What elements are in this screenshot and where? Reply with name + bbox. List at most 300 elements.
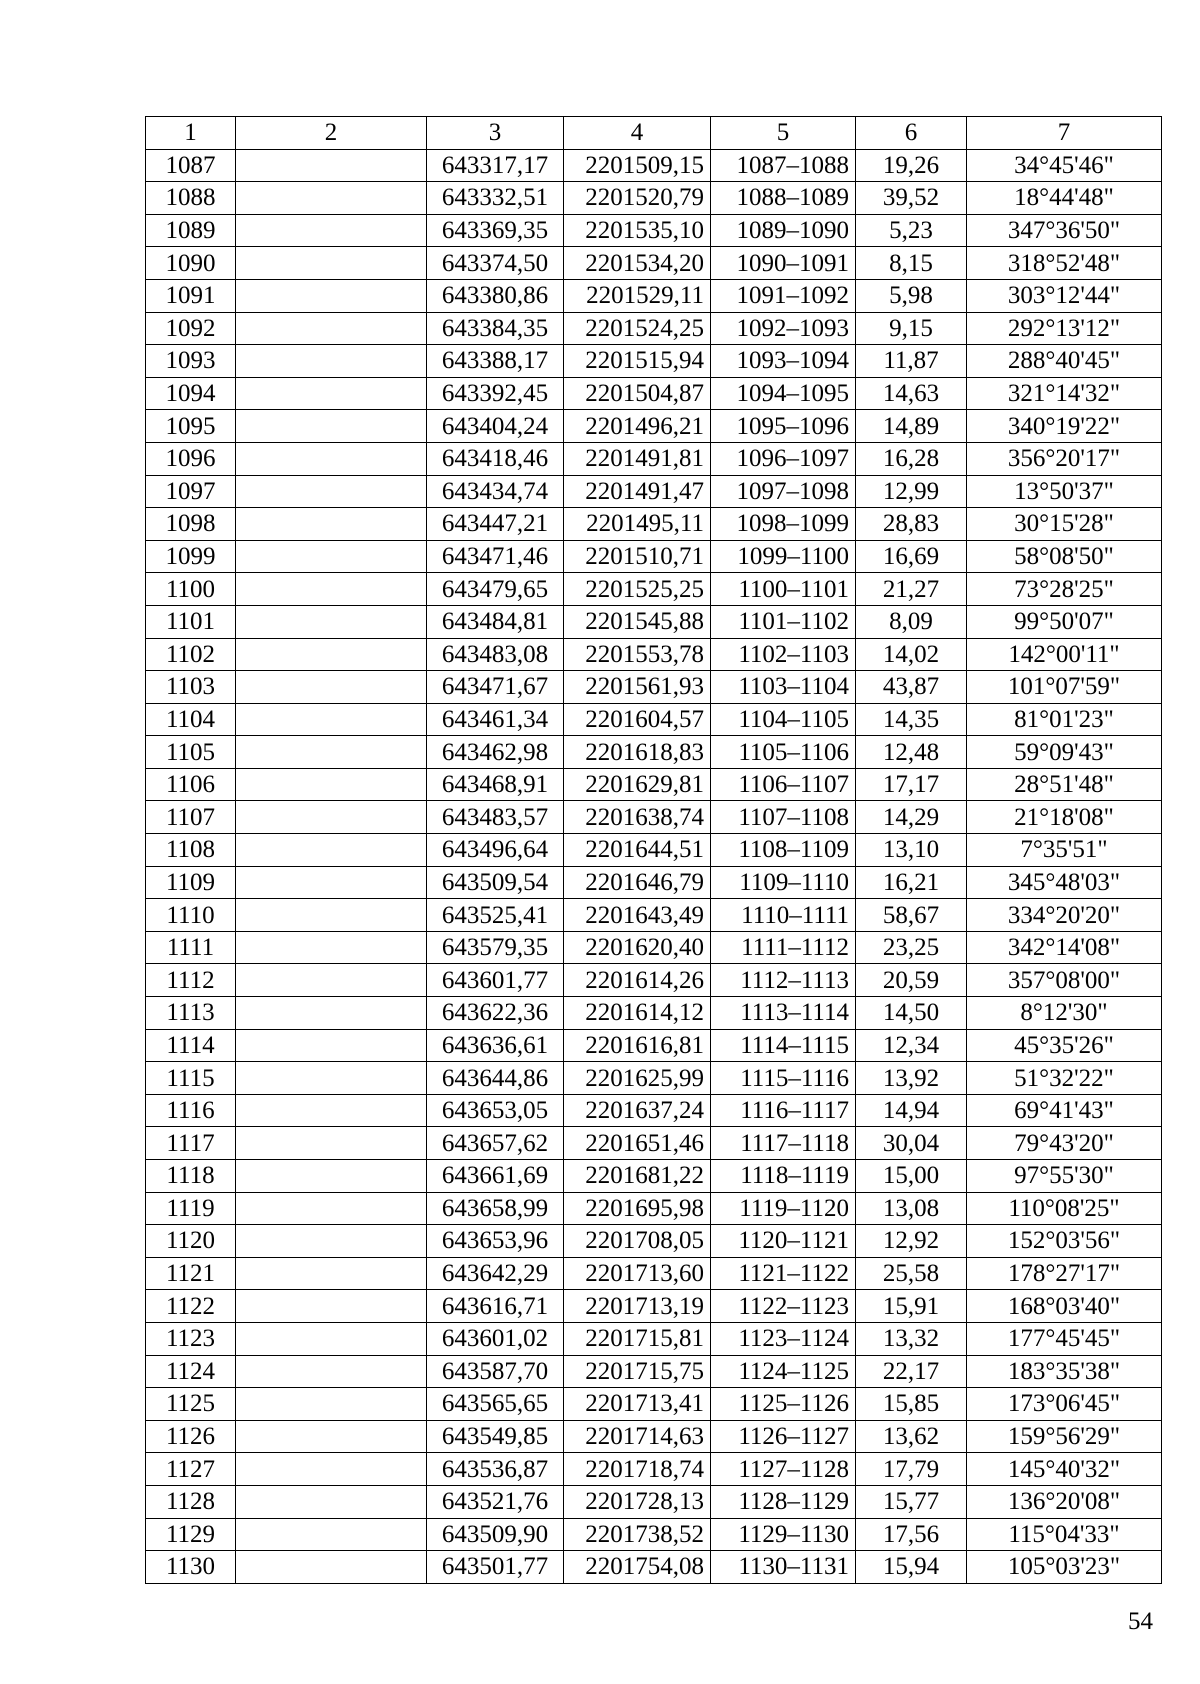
- bearing: 347°36'50": [967, 214, 1162, 247]
- point-number: 1111: [146, 931, 236, 964]
- point-number: 1094: [146, 377, 236, 410]
- bearing: 8°12'30": [967, 997, 1162, 1030]
- length: 13,32: [856, 1322, 967, 1355]
- segment: 1124–1125: [711, 1355, 856, 1388]
- length: 25,58: [856, 1257, 967, 1290]
- y-coordinate: 2201553,78: [564, 638, 711, 671]
- bearing: 145°40'32": [967, 1453, 1162, 1486]
- length: 17,17: [856, 768, 967, 801]
- column-2-cell: [236, 866, 427, 899]
- point-number: 1127: [146, 1453, 236, 1486]
- segment: 1097–1098: [711, 475, 856, 508]
- point-number: 1103: [146, 671, 236, 704]
- length: 8,09: [856, 605, 967, 638]
- table-row: [146, 1160, 1162, 1193]
- table-row: [146, 345, 1162, 378]
- x-coordinate: 643653,05: [427, 1094, 564, 1127]
- table-row: [146, 475, 1162, 508]
- segment: 1094–1095: [711, 377, 856, 410]
- bearing: 342°14'08": [967, 931, 1162, 964]
- column-header-2: 2: [236, 117, 427, 150]
- length: 12,34: [856, 1029, 967, 1062]
- point-number: 1108: [146, 834, 236, 867]
- length: 13,08: [856, 1192, 967, 1225]
- segment: 1114–1115: [711, 1029, 856, 1062]
- x-coordinate: 643369,35: [427, 214, 564, 247]
- table-row: [146, 801, 1162, 834]
- bearing: 159°56'29": [967, 1420, 1162, 1453]
- y-coordinate: 2201646,79: [564, 866, 711, 899]
- x-coordinate: 643616,71: [427, 1290, 564, 1323]
- point-number: 1100: [146, 573, 236, 606]
- column-2-cell: [236, 801, 427, 834]
- column-2-cell: [236, 312, 427, 345]
- table-row: [146, 410, 1162, 443]
- bearing: 357°08'00": [967, 964, 1162, 997]
- point-number: 1091: [146, 279, 236, 312]
- segment: 1090–1091: [711, 247, 856, 280]
- segment: 1108–1109: [711, 834, 856, 867]
- y-coordinate: 2201561,93: [564, 671, 711, 704]
- x-coordinate: 643462,98: [427, 736, 564, 769]
- column-2-cell: [236, 247, 427, 280]
- segment: 1112–1113: [711, 964, 856, 997]
- y-coordinate: 2201604,57: [564, 703, 711, 736]
- column-2-cell: [236, 1453, 427, 1486]
- point-number: 1124: [146, 1355, 236, 1388]
- length: 16,21: [856, 866, 967, 899]
- point-number: 1115: [146, 1062, 236, 1095]
- column-2-cell: [236, 1518, 427, 1551]
- table-row: [146, 1322, 1162, 1355]
- segment: 1122–1123: [711, 1290, 856, 1323]
- column-2-cell: [236, 1094, 427, 1127]
- bearing: 152°03'56": [967, 1225, 1162, 1258]
- column-2-cell: [236, 573, 427, 606]
- length: 14,94: [856, 1094, 967, 1127]
- table-row: [146, 1453, 1162, 1486]
- table-row: [146, 703, 1162, 736]
- column-2-cell: [236, 182, 427, 215]
- table-body: [146, 149, 1162, 1583]
- x-coordinate: 643536,87: [427, 1453, 564, 1486]
- point-number: 1110: [146, 899, 236, 932]
- table-row: [146, 442, 1162, 475]
- bearing: 69°41'43": [967, 1094, 1162, 1127]
- bearing: 58°08'50": [967, 540, 1162, 573]
- length: 5,98: [856, 279, 967, 312]
- column-2-cell: [236, 1322, 427, 1355]
- column-header-3: 3: [427, 117, 564, 150]
- length: 5,23: [856, 214, 967, 247]
- table-row: [146, 540, 1162, 573]
- bearing: 345°48'03": [967, 866, 1162, 899]
- table-header-row: [146, 117, 1162, 150]
- bearing: 303°12'44": [967, 279, 1162, 312]
- length: 39,52: [856, 182, 967, 215]
- x-coordinate: 643418,46: [427, 442, 564, 475]
- y-coordinate: 2201491,81: [564, 442, 711, 475]
- column-header-4: 4: [564, 117, 711, 150]
- column-2-cell: [236, 605, 427, 638]
- bearing: 105°03'23": [967, 1551, 1162, 1584]
- length: 19,26: [856, 149, 967, 182]
- column-2-cell: [236, 1160, 427, 1193]
- segment: 1113–1114: [711, 997, 856, 1030]
- table-row: [146, 1257, 1162, 1290]
- y-coordinate: 2201643,49: [564, 899, 711, 932]
- x-coordinate: 643483,57: [427, 801, 564, 834]
- y-coordinate: 2201644,51: [564, 834, 711, 867]
- point-number: 1114: [146, 1029, 236, 1062]
- segment: 1089–1090: [711, 214, 856, 247]
- segment: 1087–1088: [711, 149, 856, 182]
- column-2-cell: [236, 1551, 427, 1584]
- column-2-cell: [236, 671, 427, 704]
- segment: 1111–1112: [711, 931, 856, 964]
- table-row: [146, 605, 1162, 638]
- y-coordinate: 2201637,24: [564, 1094, 711, 1127]
- segment: 1088–1089: [711, 182, 856, 215]
- segment: 1120–1121: [711, 1225, 856, 1258]
- length: 16,28: [856, 442, 967, 475]
- column-2-cell: [236, 1355, 427, 1388]
- segment: 1119–1120: [711, 1192, 856, 1225]
- length: 14,29: [856, 801, 967, 834]
- length: 14,35: [856, 703, 967, 736]
- column-2-cell: [236, 442, 427, 475]
- segment: 1109–1110: [711, 866, 856, 899]
- table-row: [146, 182, 1162, 215]
- bearing: 79°43'20": [967, 1127, 1162, 1160]
- y-coordinate: 2201510,71: [564, 540, 711, 573]
- y-coordinate: 2201545,88: [564, 605, 711, 638]
- coordinates-table: [145, 116, 1162, 1584]
- bearing: 183°35'38": [967, 1355, 1162, 1388]
- length: 15,77: [856, 1485, 967, 1518]
- table-row: [146, 1094, 1162, 1127]
- bearing: 59°09'43": [967, 736, 1162, 769]
- x-coordinate: 643509,54: [427, 866, 564, 899]
- x-coordinate: 643509,90: [427, 1518, 564, 1551]
- x-coordinate: 643496,64: [427, 834, 564, 867]
- length: 12,92: [856, 1225, 967, 1258]
- y-coordinate: 2201715,75: [564, 1355, 711, 1388]
- x-coordinate: 643653,96: [427, 1225, 564, 1258]
- segment: 1095–1096: [711, 410, 856, 443]
- column-header-7: 7: [967, 117, 1162, 150]
- point-number: 1109: [146, 866, 236, 899]
- length: 15,91: [856, 1290, 967, 1323]
- point-number: 1123: [146, 1322, 236, 1355]
- column-header-6: 6: [856, 117, 967, 150]
- segment: 1096–1097: [711, 442, 856, 475]
- column-2-cell: [236, 475, 427, 508]
- column-2-cell: [236, 1420, 427, 1453]
- table-row: [146, 768, 1162, 801]
- x-coordinate: 643392,45: [427, 377, 564, 410]
- column-2-cell: [236, 997, 427, 1030]
- x-coordinate: 643644,86: [427, 1062, 564, 1095]
- column-2-cell: [236, 1029, 427, 1062]
- length: 43,87: [856, 671, 967, 704]
- y-coordinate: 2201504,87: [564, 377, 711, 410]
- segment: 1091–1092: [711, 279, 856, 312]
- column-2-cell: [236, 638, 427, 671]
- y-coordinate: 2201651,46: [564, 1127, 711, 1160]
- length: 14,63: [856, 377, 967, 410]
- point-number: 1097: [146, 475, 236, 508]
- table-row: [146, 1290, 1162, 1323]
- table-row: [146, 149, 1162, 182]
- y-coordinate: 2201618,83: [564, 736, 711, 769]
- x-coordinate: 643471,46: [427, 540, 564, 573]
- point-number: 1104: [146, 703, 236, 736]
- y-coordinate: 2201515,94: [564, 345, 711, 378]
- bearing: 45°35'26": [967, 1029, 1162, 1062]
- x-coordinate: 643471,67: [427, 671, 564, 704]
- length: 23,25: [856, 931, 967, 964]
- column-2-cell: [236, 508, 427, 541]
- y-coordinate: 2201495,11: [564, 508, 711, 541]
- point-number: 1090: [146, 247, 236, 280]
- segment: 1101–1102: [711, 605, 856, 638]
- point-number: 1129: [146, 1518, 236, 1551]
- column-2-cell: [236, 931, 427, 964]
- y-coordinate: 2201620,40: [564, 931, 711, 964]
- segment: 1117–1118: [711, 1127, 856, 1160]
- point-number: 1119: [146, 1192, 236, 1225]
- table-row: [146, 279, 1162, 312]
- point-number: 1126: [146, 1420, 236, 1453]
- x-coordinate: 643642,29: [427, 1257, 564, 1290]
- x-coordinate: 643657,62: [427, 1127, 564, 1160]
- segment: 1126–1127: [711, 1420, 856, 1453]
- point-number: 1113: [146, 997, 236, 1030]
- point-number: 1118: [146, 1160, 236, 1193]
- bearing: 28°51'48": [967, 768, 1162, 801]
- length: 17,79: [856, 1453, 967, 1486]
- bearing: 99°50'07": [967, 605, 1162, 638]
- x-coordinate: 643484,81: [427, 605, 564, 638]
- y-coordinate: 2201496,21: [564, 410, 711, 443]
- table-row: [146, 214, 1162, 247]
- column-2-cell: [236, 377, 427, 410]
- table-row: [146, 1192, 1162, 1225]
- segment: 1123–1124: [711, 1322, 856, 1355]
- x-coordinate: 643622,36: [427, 997, 564, 1030]
- bearing: 101°07'59": [967, 671, 1162, 704]
- table-row: [146, 1127, 1162, 1160]
- bearing: 340°19'22": [967, 410, 1162, 443]
- y-coordinate: 2201738,52: [564, 1518, 711, 1551]
- segment: 1103–1104: [711, 671, 856, 704]
- y-coordinate: 2201708,05: [564, 1225, 711, 1258]
- column-2-cell: [236, 1290, 427, 1323]
- x-coordinate: 643521,76: [427, 1485, 564, 1518]
- table-row: [146, 997, 1162, 1030]
- segment: 1104–1105: [711, 703, 856, 736]
- column-2-cell: [236, 1192, 427, 1225]
- point-number: 1121: [146, 1257, 236, 1290]
- table-row: [146, 1029, 1162, 1062]
- y-coordinate: 2201616,81: [564, 1029, 711, 1062]
- segment: 1093–1094: [711, 345, 856, 378]
- bearing: 51°32'22": [967, 1062, 1162, 1095]
- length: 13,10: [856, 834, 967, 867]
- x-coordinate: 643461,34: [427, 703, 564, 736]
- point-number: 1087: [146, 149, 236, 182]
- table-row: [146, 573, 1162, 606]
- length: 15,85: [856, 1388, 967, 1421]
- table-row: [146, 638, 1162, 671]
- bearing: 30°15'28": [967, 508, 1162, 541]
- point-number: 1096: [146, 442, 236, 475]
- point-number: 1099: [146, 540, 236, 573]
- point-number: 1105: [146, 736, 236, 769]
- segment: 1100–1101: [711, 573, 856, 606]
- segment: 1102–1103: [711, 638, 856, 671]
- length: 12,99: [856, 475, 967, 508]
- column-2-cell: [236, 899, 427, 932]
- x-coordinate: 643374,50: [427, 247, 564, 280]
- bearing: 136°20'08": [967, 1485, 1162, 1518]
- table-row: [146, 866, 1162, 899]
- page-number: 54: [1128, 1608, 1153, 1635]
- column-2-cell: [236, 214, 427, 247]
- y-coordinate: 2201713,19: [564, 1290, 711, 1323]
- x-coordinate: 643483,08: [427, 638, 564, 671]
- bearing: 21°18'08": [967, 801, 1162, 834]
- y-coordinate: 2201754,08: [564, 1551, 711, 1584]
- y-coordinate: 2201525,25: [564, 573, 711, 606]
- point-number: 1106: [146, 768, 236, 801]
- bearing: 288°40'45": [967, 345, 1162, 378]
- segment: 1105–1106: [711, 736, 856, 769]
- point-number: 1102: [146, 638, 236, 671]
- column-2-cell: [236, 1257, 427, 1290]
- x-coordinate: 643404,24: [427, 410, 564, 443]
- bearing: 34°45'46": [967, 149, 1162, 182]
- column-2-cell: [236, 279, 427, 312]
- column-2-cell: [236, 964, 427, 997]
- y-coordinate: 2201534,20: [564, 247, 711, 280]
- x-coordinate: 643525,41: [427, 899, 564, 932]
- x-coordinate: 643661,69: [427, 1160, 564, 1193]
- point-number: 1093: [146, 345, 236, 378]
- segment: 1099–1100: [711, 540, 856, 573]
- bearing: 13°50'37": [967, 475, 1162, 508]
- length: 14,50: [856, 997, 967, 1030]
- table-row: [146, 1225, 1162, 1258]
- point-number: 1128: [146, 1485, 236, 1518]
- x-coordinate: 643601,77: [427, 964, 564, 997]
- segment: 1127–1128: [711, 1453, 856, 1486]
- table-row: [146, 377, 1162, 410]
- segment: 1129–1130: [711, 1518, 856, 1551]
- y-coordinate: 2201629,81: [564, 768, 711, 801]
- bearing: 18°44'48": [967, 182, 1162, 215]
- length: 11,87: [856, 345, 967, 378]
- bearing: 97°55'30": [967, 1160, 1162, 1193]
- length: 20,59: [856, 964, 967, 997]
- length: 12,48: [856, 736, 967, 769]
- length: 9,15: [856, 312, 967, 345]
- x-coordinate: 643317,17: [427, 149, 564, 182]
- column-2-cell: [236, 1127, 427, 1160]
- table-row: [146, 1355, 1162, 1388]
- y-coordinate: 2201715,81: [564, 1322, 711, 1355]
- segment: 1128–1129: [711, 1485, 856, 1518]
- x-coordinate: 643468,91: [427, 768, 564, 801]
- point-number: 1112: [146, 964, 236, 997]
- column-2-cell: [236, 1225, 427, 1258]
- table-row: [146, 1062, 1162, 1095]
- x-coordinate: 643434,74: [427, 475, 564, 508]
- bearing: 115°04'33": [967, 1518, 1162, 1551]
- x-coordinate: 643479,65: [427, 573, 564, 606]
- y-coordinate: 2201681,22: [564, 1160, 711, 1193]
- column-2-cell: [236, 1388, 427, 1421]
- x-coordinate: 643636,61: [427, 1029, 564, 1062]
- y-coordinate: 2201728,13: [564, 1485, 711, 1518]
- table-row: [146, 1420, 1162, 1453]
- table-row: [146, 508, 1162, 541]
- segment: 1098–1099: [711, 508, 856, 541]
- y-coordinate: 2201509,15: [564, 149, 711, 182]
- table-row: [146, 931, 1162, 964]
- table-row: [146, 964, 1162, 997]
- y-coordinate: 2201614,12: [564, 997, 711, 1030]
- bearing: 110°08'25": [967, 1192, 1162, 1225]
- y-coordinate: 2201625,99: [564, 1062, 711, 1095]
- column-header-5: 5: [711, 117, 856, 150]
- column-2-cell: [236, 345, 427, 378]
- length: 17,56: [856, 1518, 967, 1551]
- x-coordinate: 643601,02: [427, 1322, 564, 1355]
- bearing: 73°28'25": [967, 573, 1162, 606]
- column-2-cell: [236, 703, 427, 736]
- length: 30,04: [856, 1127, 967, 1160]
- length: 14,89: [856, 410, 967, 443]
- y-coordinate: 2201614,26: [564, 964, 711, 997]
- table-row: [146, 1485, 1162, 1518]
- column-2-cell: [236, 1062, 427, 1095]
- x-coordinate: 643384,35: [427, 312, 564, 345]
- x-coordinate: 643380,86: [427, 279, 564, 312]
- length: 58,67: [856, 899, 967, 932]
- column-2-cell: [236, 1485, 427, 1518]
- table-row: [146, 834, 1162, 867]
- column-2-cell: [236, 149, 427, 182]
- x-coordinate: 643549,85: [427, 1420, 564, 1453]
- point-number: 1117: [146, 1127, 236, 1160]
- segment: 1107–1108: [711, 801, 856, 834]
- y-coordinate: 2201695,98: [564, 1192, 711, 1225]
- y-coordinate: 2201535,10: [564, 214, 711, 247]
- y-coordinate: 2201713,60: [564, 1257, 711, 1290]
- x-coordinate: 643332,51: [427, 182, 564, 215]
- bearing: 81°01'23": [967, 703, 1162, 736]
- length: 22,17: [856, 1355, 967, 1388]
- bearing: 168°03'40": [967, 1290, 1162, 1323]
- segment: 1115–1116: [711, 1062, 856, 1095]
- table-row: [146, 247, 1162, 280]
- table-row: [146, 736, 1162, 769]
- table-row: [146, 671, 1162, 704]
- table-row: [146, 312, 1162, 345]
- segment: 1121–1122: [711, 1257, 856, 1290]
